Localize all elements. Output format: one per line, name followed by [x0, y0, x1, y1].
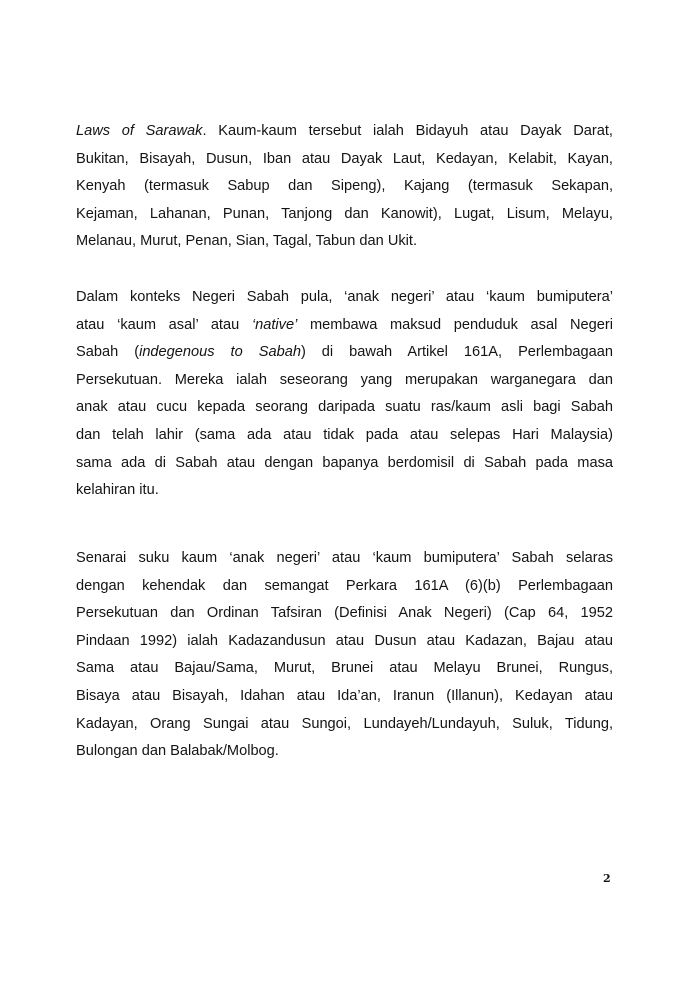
text-line: Sama atau Bajau/Sama, Murut, Brunei atau Melayu Brunei, Rungus, — [76, 660, 613, 677]
text-line: Dalam konteks Negeri Sabah pula, ‘anak negeri’ atau ‘kaum bumiputera’ — [76, 289, 613, 305]
text-line: sama ada di Sabah atau dengan bapanya berdomisil di Sabah pada masa — [76, 454, 613, 471]
text-line: Kejaman, Lahanan, Punan, Tanjong dan Kanowit), Lugat, Lisum, Melayu, — [76, 205, 613, 222]
text-line: atau ‘kaum asal’ atau ‘native’ membawa maksud penduduk asal Negeri — [76, 316, 613, 333]
italic-term: indegenous to Sabah — [139, 344, 301, 361]
text-line: Pindaan 1992) ialah Kadazandusun atau Dusun atau Kadazan, Bajau atau — [76, 632, 613, 649]
text-line: Sabah (indegenous to Sabah) di bawah Artikel 161A, Perlembagaan — [76, 344, 613, 361]
paragraph-sarawak-natives — [76, 118, 613, 256]
text-line: kelahiran itu. — [76, 482, 159, 499]
text-line: Senarai suku kaum ‘anak negeri’ atau ‘kaum bumiputera’ Sabah selaras — [76, 550, 613, 566]
text-line: dan telah lahir (sama ada atau tidak pada atau selepas Hari Malaysia) — [76, 426, 613, 443]
text-line: Bulongan dan Balabak/Molbog. — [76, 743, 279, 760]
text-line: Melanau, Murut, Penan, Sian, Tagal, Tabun dan Ukit. — [76, 233, 418, 250]
text-line: Kadayan, Orang Sungai atau Sungoi, Lundayeh/Lundayuh, Suluk, Tidung, — [76, 715, 613, 732]
text-line: Persekutuan dan Ordinan Tafsiran (Definisi Anak Negeri) (Cap 64, 1952 — [76, 605, 613, 622]
text-line: Bisaya atau Bisayah, Idahan atau Ida’an, Iranun (Illanun), Kedayan atau — [76, 687, 613, 704]
paragraph-sabah-ethnic-list — [76, 545, 613, 766]
paragraph-sabah-definition — [76, 284, 613, 505]
text-line: dengan kehendak dan semangat Perkara 161A (6)(b) Perlembagaan — [76, 577, 613, 594]
page-number: 2 — [603, 872, 611, 885]
text-line: Persekutuan. Mereka ialah seseorang yang merupakan warganegara dan — [76, 371, 613, 388]
italic-term: ‘native’ — [251, 316, 298, 333]
text-line: Laws of Sarawak. Kaum-kaum tersebut ialah Bidayuh atau Dayak Darat, — [76, 123, 613, 139]
text-line: anak atau cucu kepada seorang daripada suatu ras/kaum asli bagi Sabah — [76, 399, 613, 416]
text-line: Bukitan, Bisayah, Dusun, Iban atau Dayak Laut, Kedayan, Kelabit, Kayan, — [76, 150, 613, 167]
italic-citation: Laws of Sarawak — [76, 123, 203, 139]
text-line: Kenyah (termasuk Sabup dan Sipeng), Kajang (termasuk Sekapan, — [76, 178, 613, 195]
